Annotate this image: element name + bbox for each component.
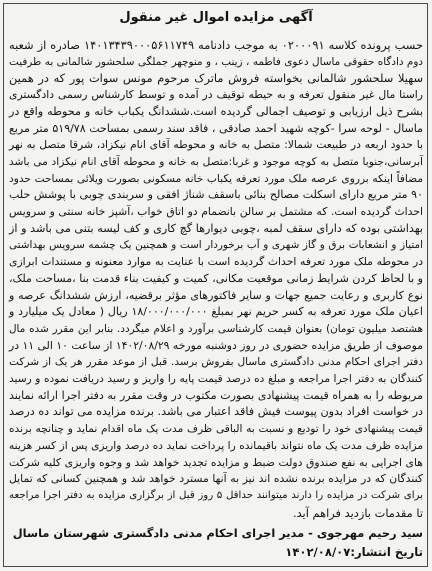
body-line-3: سهیلا سلحشور شالمانی بخواسته فروش ماترک مرحوم مونس سوات پور که در همین [9, 71, 423, 86]
body-line-22: مربوطه را به همراه قیمت پیشنهادی بصورت مکتوب در وقت مقرر به دفتر اجرا ارائه نمایند [9, 388, 423, 402]
signature: سید رحیم مهرجوی - مدیر اجرای احکام مدنی دادگستری شهرستان ماسال [12, 526, 423, 540]
body-line-5: بشرح ذیل ارزیابی و توصیف اجمالی گردیده است.ششدانگ یکباب خانه و محوطه واقع در [9, 104, 423, 118]
body-line-4: راستا مال غیر منقول تعرفه و به حیطه توقیف در آمده و توسط کارشناس رسمی دادگستری [9, 88, 423, 102]
body-line-7: با حدود اربعه در طبیعت شمالا: متصل به خانه و محوطه آقای انام نیکزاد، شرقا متصل به نهر [9, 138, 423, 152]
body-line-20: دفتر اجرای احکام مدنی دادگستری ماسال بفروش برسد. قبل از موعد مقرر هر یک از شرکت [9, 356, 423, 369]
body-line-9: مضافاً اینکه برروی عرصه ملک مورد تعرفه یکباب خانه مسکونی بصورت ویلائی بمساحت حدود [9, 172, 423, 185]
body-line-6: ماسال - لوحه سرا -کوچه شهید احمد صادقی ، فاقد سند رسمی بمساحت ۵۱۹/۷۸ متر مربع [9, 121, 424, 135]
body-line-26: های اجرایی به نفع صندوق دولت ضبط و مزایده تجدید خواهد شد و وجوه واریزی کلیه شرکت [9, 455, 423, 469]
body-line-23: در خواست افراد بدون پیوست فیش فاقد اعتبار می باشد. برنده مزایده می تواند ده درصد [9, 405, 423, 419]
body-line-25: مزایده ظرف مدت یک ماه نتواند باقیمانده را پرداخت نماید ده درصد واریزی پس از کسر هزینه [9, 439, 423, 452]
body-line-27: کنندگان که در مزایده برنده نشده اند نیز به آنها مسترد خواهد شد و همچنین کسانی که تمایل [9, 472, 423, 486]
body-line-24: قیمت پیشنهادی خود را تودیع و نسبت به الباقی ظرف مدت یک ماه اقدام نماید و چنانچه برنده [9, 423, 423, 436]
body-line-10: ۹۰ متر مربع دارای اسکلت مصالح بنائی باسقف شناژ افقی و سربندی چوبی با پوشش حلب [9, 188, 423, 202]
body-line-8: آبرسانی،جنوبا متصل به کوچه موجود و غربا:متصل به خانه و محوطه آقای انام نیکزاد می باشد [9, 155, 423, 168]
body-line-17: اعیان ملک مورد تعرفه به کسر حریم نهر بمبلغ ۱۸/۰۰۰/۰۰۰/۰۰۰ ریال ( معادل یک میلیارد و [9, 305, 423, 319]
notice-body [9, 37, 423, 521]
body-line-15: و با لحاظ کردن شرایط زمانی موقعیت مکانی، کمیت و کیفیت بناء قدمت بنا ،مساحت ملک، [9, 271, 423, 285]
body-line-16: نوع کاربری و رعایت جمیع جهات و سایر فاکتورهای مؤثر برقضیه، ارزش ششدانگ عرصه و [9, 288, 423, 302]
body-line-19: موصوف از طریق مزایده حضوری در روز دوشنبه مورخه ۱۴۰۲/۰۸/۲۹ از ساعت ۱۰ الی ۱۱ در [9, 338, 423, 352]
body-line-21: کنندگان به دفتر اجرا مراجعه و مبلغ ده درصد قیمت پایه را واریز و رسید دریافت نموده و رسید [9, 373, 423, 386]
body-line-1: حسب پرونده کلاسه ۰۲۰۰۰۹۱ به موجب دادنامه ۱۴۰۱۳۴۳۹۰۰۰۵۶۱۱۷۴۹ صادره از شعبه [9, 38, 423, 52]
publish-date: تاریخ انتشار:۱۴۰۲/۰۸/۰۷ [285, 545, 423, 559]
body-line-2: دوم دادگاه حقوقی ماسال دعوی فاطمه ، زینب ، و منوچهر جملگی سلحشور شالمانی به طرفیت [9, 55, 423, 68]
body-line-13: امتیاز و انشعابات برق و گاز شهری و آب برخوردار است و همچنین یک چشمه سرویس بهداشتی [9, 239, 423, 252]
body-line-14: در محوطه ملک مورد تعرفه احداث گردیده است با عنایت به موارد معنونه و مستندات ابرازی [9, 255, 423, 269]
notice-title: آگهی مزایده اموال غیر منقول [119, 10, 313, 25]
body-line-29: تا مقدمات بازدید فراهم آید. [292, 505, 423, 520]
body-line-28: برای شرکت در مزایده را دارند میتوانند حداقل ۵ روز قبل از برگزاری مزایده به دفتر اجرا مراجعه [9, 489, 423, 501]
body-line-11: احداث گردیده است. که مشتمل بر سالن بانضمام دو اتاق خواب ،آشپز خانه سنتی و سرویس [9, 205, 423, 219]
body-line-18: هشتصد میلیون تومان) بعنوان قیمت کارشناسی برآورد و اعلام میگردد. بنابر این مقرر شده مال [9, 322, 423, 335]
body-line-12: بهداشتی بوده که دارای سقف لمبه ،چوبی دیوارها گچ کاری و کف لیسه بتنی می باشد و از [9, 221, 423, 235]
